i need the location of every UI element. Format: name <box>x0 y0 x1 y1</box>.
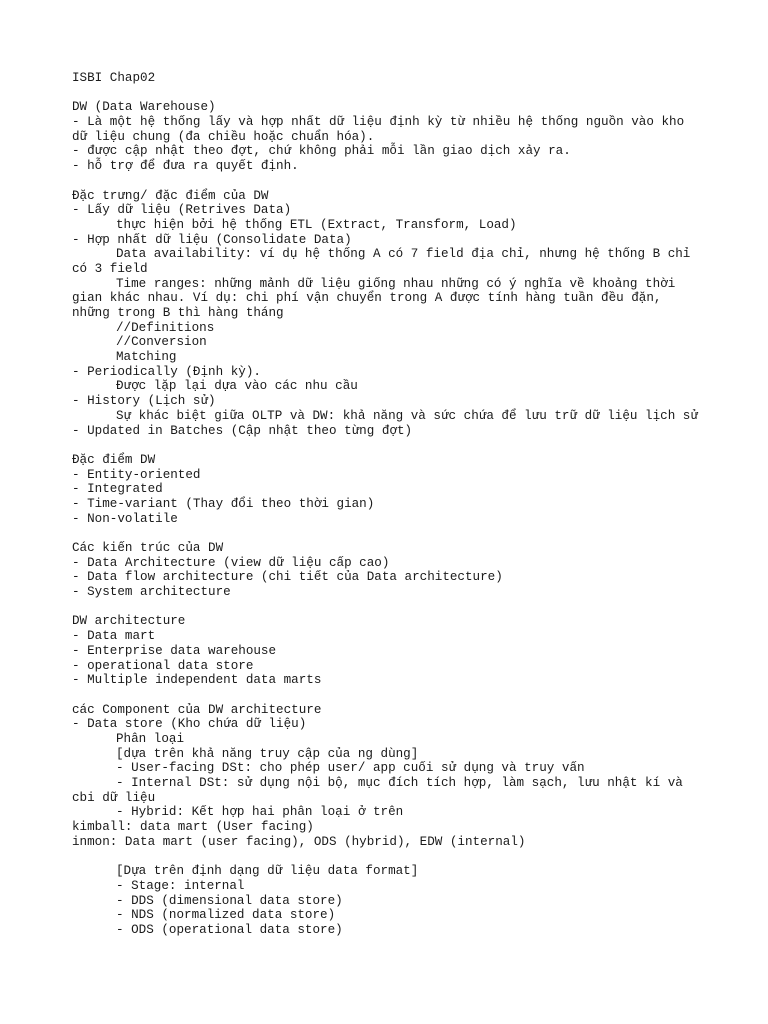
text-line: Các kiến trúc của DW <box>72 541 224 555</box>
text-line: - Hybrid: Kết hợp hai phân loại ở trên <box>116 805 404 820</box>
text-line: Data availability: ví dụ hệ thống A có 7 field địa chỉ, nhưng hệ thống B chỉ <box>116 247 691 262</box>
text-line: các Component của DW architecture <box>72 702 322 717</box>
text-line: - Time-variant (Thay đổi theo thời gian) <box>72 496 375 511</box>
text-line: - hỗ trợ để đưa ra quyết định. <box>72 159 299 174</box>
text-line: - Multiple independent data marts <box>72 673 322 688</box>
text-line: Sự khác biệt giữa OLTP và DW: khả năng và sức chứa để lưu trữ dữ liệu lịch sử <box>116 408 698 423</box>
text-line: - History (Lịch sử) <box>72 394 216 409</box>
text-line: cbi dữ liệu <box>72 790 156 805</box>
text-line: DW (Data Warehouse) <box>72 100 216 115</box>
text-line: - Enterprise data warehouse <box>72 643 277 658</box>
blank-line <box>72 688 700 703</box>
text-line: - Internal DSt: sử dụng nội bộ, mục đích tích hợp, làm sạch, lưu nhật kí và <box>116 776 683 790</box>
blank-line <box>72 438 700 453</box>
blank-line <box>72 86 700 101</box>
blank-line <box>72 526 700 541</box>
text-line: Đặc điểm DW <box>72 452 156 467</box>
text-line: [dựa trên khả năng truy cập của ng dùng] <box>116 746 419 761</box>
text-line: Phân loại <box>116 731 185 746</box>
text-line: - Non-volatile <box>72 511 178 526</box>
text-line: gian khác nhau. Ví dụ: chi phí vận chuyển trong A được tính hàng tuần đều đặn, <box>72 291 662 306</box>
text-line: - Data Architecture (view dữ liệu cấp cao) <box>72 555 390 570</box>
text-line: Time ranges: những mảnh dữ liệu giống nhau những có ý nghĩa về khoảng thời <box>116 276 676 291</box>
text-line: [Dựa trên định dạng dữ liệu data format] <box>116 864 419 879</box>
blank-line <box>72 174 700 189</box>
text-line: Đặc trưng/ đặc điểm của DW <box>72 188 269 203</box>
text-line: - Data flow architecture (chi tiết của Data architecture) <box>72 570 503 585</box>
blank-line <box>72 849 700 864</box>
document-page <box>72 71 700 938</box>
text-line: - Entity-oriented <box>72 467 201 482</box>
text-line: //Conversion <box>116 335 207 350</box>
text-line: - Data store (Kho chứa dữ liệu) <box>72 717 307 732</box>
text-line: dữ liệu chung (đa chiều hoặc chuẩn hóa). <box>72 129 375 144</box>
text-line: - Periodically (Định kỳ). <box>72 364 261 379</box>
text-line: ISBI Chap02 <box>72 71 156 85</box>
text-line: inmon: Data mart (user facing), ODS (hybrid), EDW (internal) <box>72 834 526 849</box>
text-line: - Updated in Batches (Cập nhật theo từng đợt) <box>72 423 413 438</box>
text-line: - NDS (normalized data store) <box>116 908 336 923</box>
text-line: - Hợp nhất dữ liệu (Consolidate Data) <box>72 232 352 247</box>
text-line: - ODS (operational data store) <box>116 922 343 937</box>
text-line: DW architecture <box>72 614 186 629</box>
text-line: những trong B thì hàng tháng <box>72 306 284 320</box>
text-line: thực hiện bởi hệ thống ETL (Extract, Transform, Load) <box>116 217 517 232</box>
blank-line <box>72 600 700 615</box>
text-line: - Data mart <box>72 629 156 644</box>
text-line: - Stage: internal <box>116 878 245 893</box>
text-line: kimball: data mart (User facing) <box>72 820 314 835</box>
text-line: - Lấy dữ liệu (Retrives Data) <box>72 203 292 218</box>
text-line: //Definitions <box>116 320 215 335</box>
text-line: Matching <box>116 350 177 365</box>
text-line: - Integrated <box>72 482 163 497</box>
text-line: - Là một hệ thống lấy và hợp nhất dữ liệu định kỳ từ nhiều hệ thống nguồn vào kho <box>72 115 685 130</box>
text-line: - System architecture <box>72 585 231 600</box>
text-line: - được cập nhật theo đợt, chứ không phải mỗi lần giao dịch xảy ra. <box>72 144 571 159</box>
text-line: có 3 field <box>72 261 148 276</box>
text-line: Được lặp lại dựa vào các nhu cầu <box>116 379 358 394</box>
text-line: - operational data store <box>72 658 254 673</box>
text-line: - DDS (dimensional data store) <box>116 893 343 908</box>
text-line: - User-facing DSt: cho phép user/ app cuối sử dụng và truy vấn <box>116 761 585 776</box>
